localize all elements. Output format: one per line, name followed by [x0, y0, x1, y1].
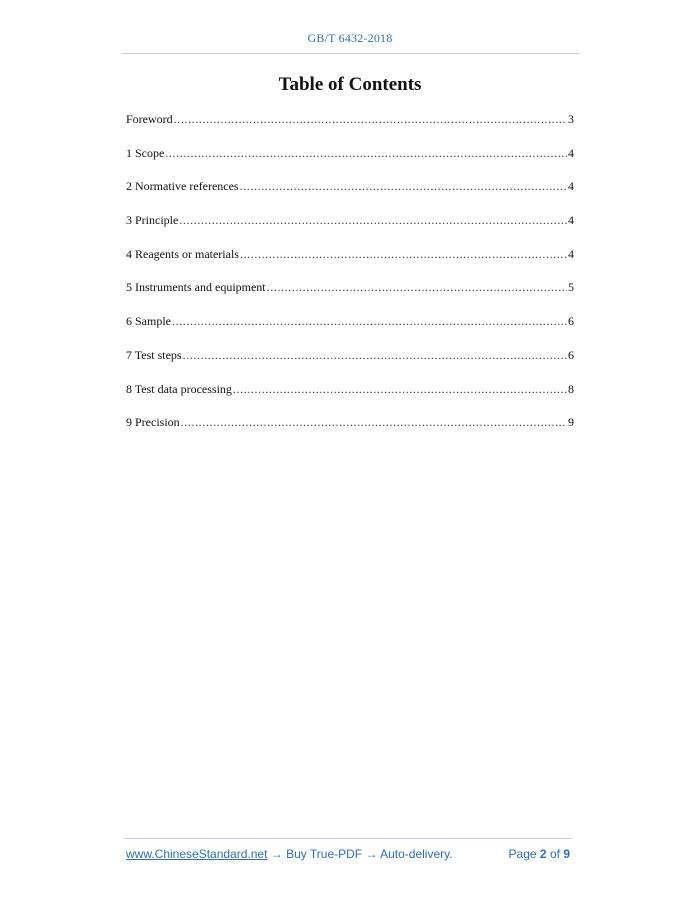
toc-entry-test-steps[interactable]	[126, 346, 574, 380]
page-indicator	[509, 847, 570, 861]
page-title: Table of Contents	[278, 74, 422, 95]
toc-entry-reagents[interactable]	[126, 245, 574, 279]
footer-tagline: → Buy True-PDF → Auto-delivery.	[267, 847, 453, 861]
toc-entry-principle[interactable]	[126, 211, 574, 245]
footer-divider	[124, 838, 572, 839]
dot-leader	[165, 144, 567, 162]
dot-leader	[233, 380, 567, 398]
total-pages-number: 9	[563, 847, 570, 861]
toc-entry-scope[interactable]	[126, 144, 574, 178]
toc-entry-page: 3	[568, 112, 574, 126]
dot-leader	[240, 245, 567, 263]
site-link[interactable]: www.ChineseStandard.net	[126, 847, 268, 861]
toc-entry-page: 9	[568, 415, 574, 430]
dot-leader	[174, 110, 567, 128]
dot-leader	[179, 211, 567, 229]
toc-entry-test-data-processing[interactable]	[126, 380, 574, 414]
running-header	[0, 31, 700, 46]
dot-leader	[172, 312, 567, 330]
footer-promo	[126, 847, 453, 861]
toc-entry-label: Foreword	[126, 112, 173, 126]
dot-leader	[183, 346, 567, 364]
dot-leader	[181, 413, 567, 431]
toc-entry-label: 2 Normative references	[126, 179, 239, 194]
toc-entry-page: 6	[568, 314, 574, 329]
of-word: of	[549, 847, 560, 861]
toc-entry-page: 4	[568, 145, 574, 160]
page-word: Page	[508, 847, 537, 861]
toc-entry-label: 1 Scope	[126, 145, 165, 160]
header-divider	[122, 53, 580, 54]
toc-entry-label: 6 Sample	[126, 314, 171, 329]
toc-entry-label: 4 Reagents or materials	[126, 246, 239, 261]
dot-leader	[240, 177, 567, 195]
toc-entry-precision[interactable]	[126, 413, 574, 447]
toc-entry-label: 9 Precision	[126, 415, 180, 430]
dot-leader	[267, 278, 567, 296]
toc-list	[126, 110, 574, 447]
doc-code: GB/T 6432-2018	[307, 31, 393, 45]
toc-entry-page: 6	[568, 347, 574, 362]
toc-entry-label: 8 Test data processing	[126, 381, 232, 396]
toc-entry-page: 4	[568, 246, 574, 261]
toc-entry-sample[interactable]	[126, 312, 574, 346]
toc-entry-label: 3 Principle	[126, 213, 179, 228]
toc-entry-label: 5 Instruments and equipment	[126, 280, 266, 295]
toc-entry-page: 8	[568, 381, 574, 396]
toc-entry-page: 4	[568, 213, 574, 228]
toc-entry-instruments[interactable]	[126, 278, 574, 312]
current-page-number: 2	[539, 847, 547, 861]
toc-entry-normative-references[interactable]	[126, 177, 574, 211]
toc-entry-foreword[interactable]	[126, 110, 574, 144]
toc-entry-label: 7 Test steps	[126, 347, 182, 362]
toc-entry-page: 4	[568, 179, 574, 194]
toc-entry-page: 5	[568, 280, 574, 295]
